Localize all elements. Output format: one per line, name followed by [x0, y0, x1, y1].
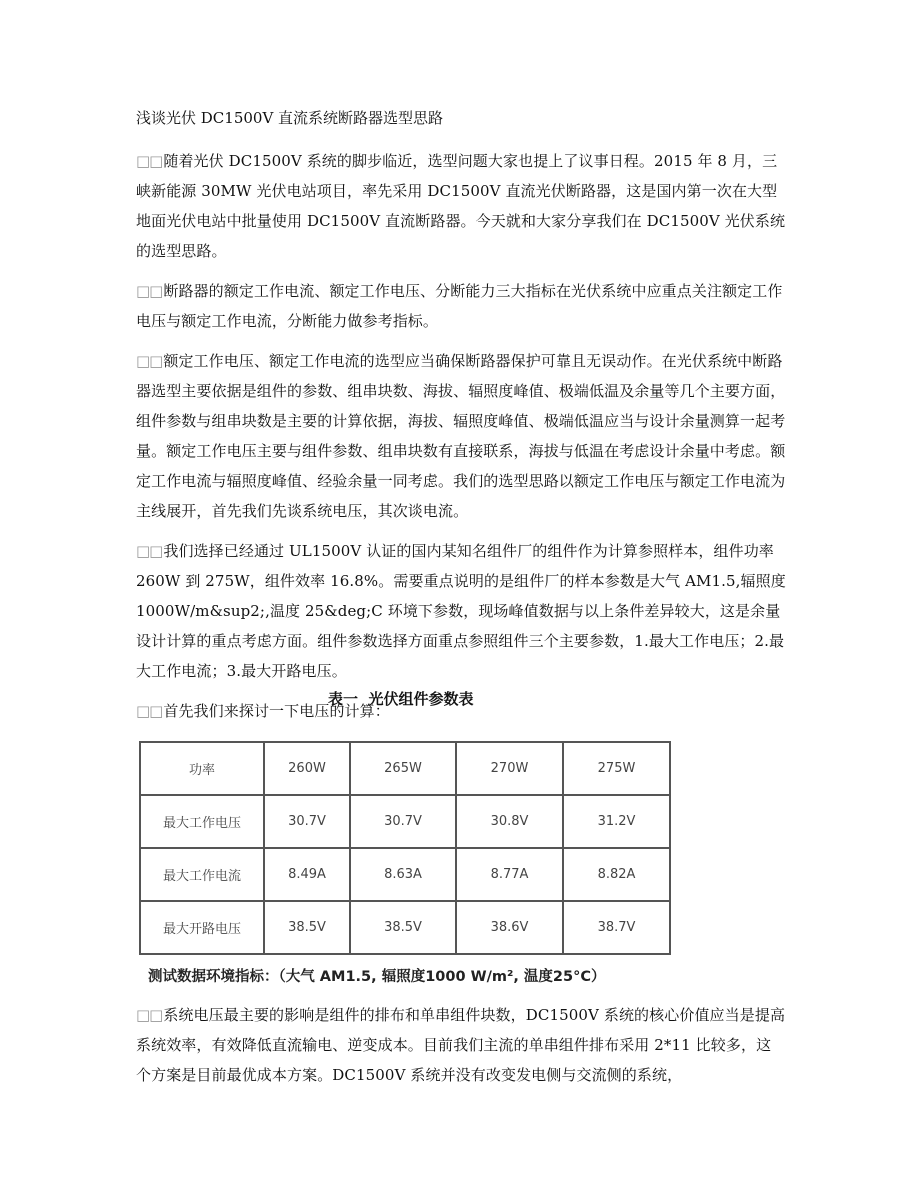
article-body-continued [136, 1000, 786, 1100]
table-title: 表一 光伏组件参数表 [328, 690, 474, 708]
indent-marker: □□ [136, 152, 163, 170]
table-cell: 30.8V [456, 795, 563, 848]
article-title: 浅谈光伏 DC1500V 直流系统断路器选型思路 [136, 109, 444, 127]
paragraph-sample [136, 536, 786, 686]
article-body [136, 104, 786, 736]
paragraph-system-voltage [136, 1000, 786, 1090]
paragraph-text: 系统电压最主要的影响是组件的排布和单串组件块数，DC1500V 系统的核心价值应当是提高系统效率，有效降低直流输电、逆变成本。目前我们主流的单串组件排布采用 2*11 比较多，这个方案是目前最优成本方案。DC1500V 系统并没有改变发电侧与交流侧的系统， [136, 1006, 786, 1084]
paragraph-indicators [136, 276, 786, 336]
table-row-max-open-circuit-voltage [140, 901, 670, 954]
row-header: 功率 [140, 742, 264, 795]
paragraph-text: 首先我们来探讨一下电压的计算： [163, 702, 390, 720]
table-row-max-working-voltage [140, 795, 670, 848]
row-header: 最大工作电压 [140, 795, 264, 848]
indent-marker: □□ [136, 352, 163, 370]
table-caption: 测试数据环境指标：（大气 AM1.5, 辐照度1000 W/m², 温度25°C） [148, 969, 606, 985]
table-cell: 38.7V [563, 901, 670, 954]
table-cell: 31.2V [563, 795, 670, 848]
table-cell: 30.7V [350, 795, 456, 848]
indent-marker: □□ [136, 1006, 163, 1024]
table-cell: 38.6V [456, 901, 563, 954]
indent-marker: □□ [136, 282, 163, 300]
table-cell: 38.5V [350, 901, 456, 954]
paragraph-intro [136, 146, 786, 266]
table-cell: 275W [563, 742, 670, 795]
table-cell: 8.77A [456, 848, 563, 901]
table-cell: 270W [456, 742, 563, 795]
table-cell: 265W [350, 742, 456, 795]
table-row-power [140, 742, 670, 795]
paragraph-text: 额定工作电压、额定工作电流的选型应当确保断路器保护可靠且无误动作。在光伏系统中断路器选型主要依据是组件的参数、组串块数、海拔、辐照度峰值、极端低温及余量等几个主要方面，组件参数与组串块数是主要的计算依据，海拔、辐照度峰值、极端低温应当与设计余量测算一起考量。额定工作电压主要与组件参数、组串块数有直接联系，海拔与低温在考虑设计余量中考虑。额定工作电流与辐照度峰值、经验余量一同考虑。我们的选型思路以额定工作电压与额定工作电流为主线展开，首先我们先谈系统电压，其次谈电流。 [136, 352, 786, 520]
paragraph-text: 我们选择已经通过 UL1500V 认证的国内某知名组件厂的组件作为计算参照样本，组件功率 260W 到 275W，组件效率 16.8%。需要重点说明的是组件厂的样本参数是大气 AM1.5,辐照度 1000W/m&sup2;,温度 25&deg;C 环境下参数，现场峰值数据与以上条件差异较大，这是余量设计计算的重点考虑方面。组件参数选择方面重点参照组件三个主要参数，1.最大工作电压；2.最大工作电流；3.最大开路电压。 [136, 542, 786, 680]
table-cell: 8.82A [563, 848, 670, 901]
table-cell: 30.7V [264, 795, 350, 848]
row-header: 最大开路电压 [140, 901, 264, 954]
indent-marker: □□ [136, 702, 163, 720]
indent-marker: □□ [136, 542, 163, 560]
paragraph-text: 随着光伏 DC1500V 系统的脚步临近，选型问题大家也提上了议事日程。2015 年 8 月，三峡新能源 30MW 光伏电站项目，率先采用 DC1500V 直流光伏断路器，这是国内第一次在大型地面光伏电站中批量使用 DC1500V 直流断路器。今天就和大家分享我们在 DC1500V 光伏系统的选型思路。 [136, 152, 786, 260]
module-parameter-table [139, 741, 671, 955]
table-cell: 8.63A [350, 848, 456, 901]
paragraph-selection-basis [136, 346, 786, 526]
table-row-max-working-current [140, 848, 670, 901]
table-cell: 38.5V [264, 901, 350, 954]
paragraph-text: 断路器的额定工作电流、额定工作电压、分断能力三大指标在光伏系统中应重点关注额定工作电压与额定工作电流，分断能力做参考指标。 [136, 282, 783, 330]
table-cell: 260W [264, 742, 350, 795]
table-cell: 8.49A [264, 848, 350, 901]
row-header: 最大工作电流 [140, 848, 264, 901]
